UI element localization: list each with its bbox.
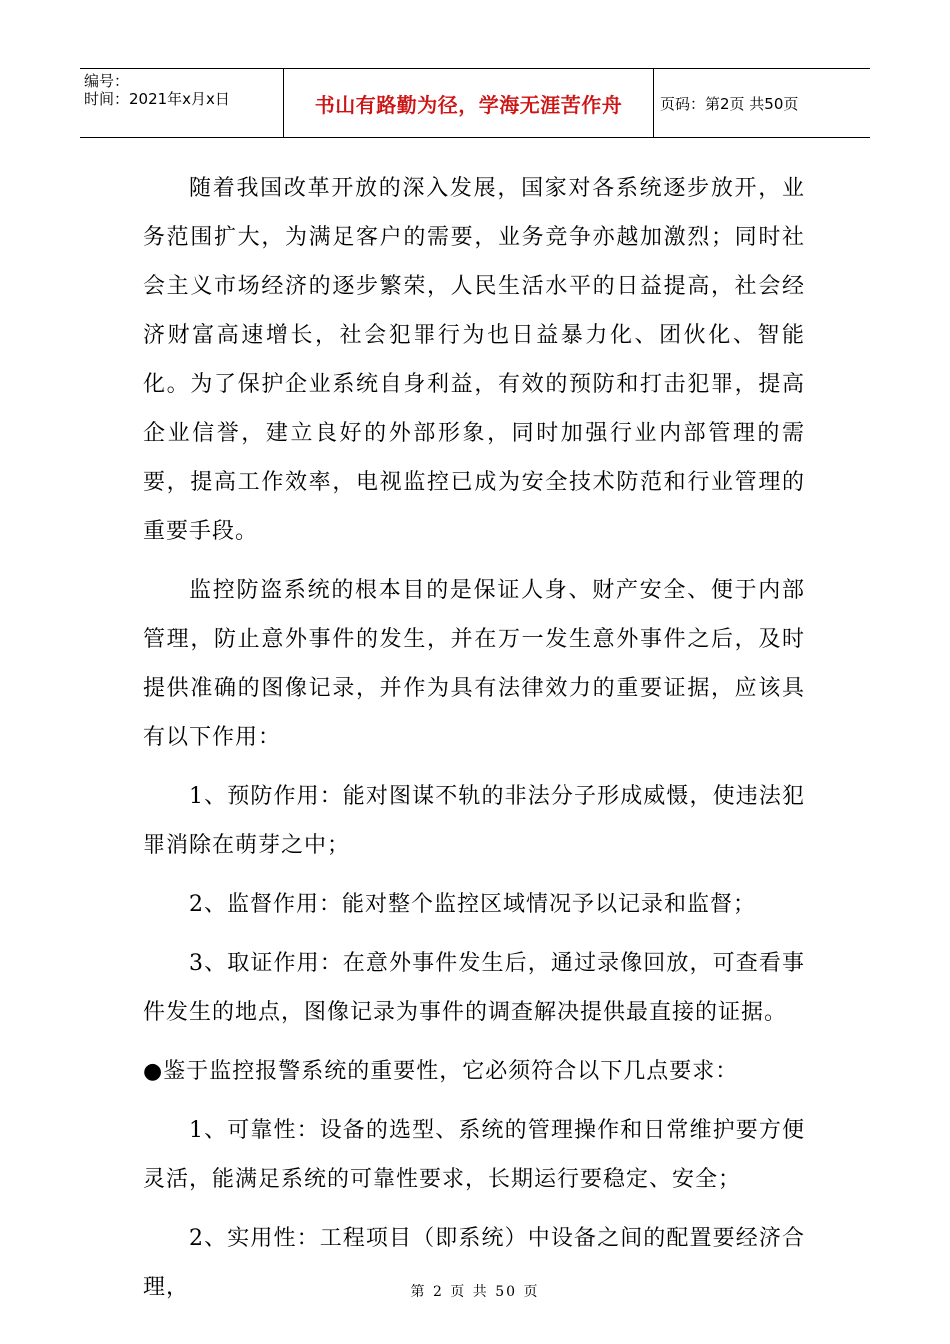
paragraph: 随着我国改革开放的深入发展，国家对各系统逐步放开，业务范围扩大，为满足客户的需要，业务竞争亦越加激烈；同时社会主义市场经济的逐步繁荣，人民生活水平的日益提高，社会经济财富高速增长，社会犯罪行为也日益暴力化、团伙化、智能化。为了保护企业系统自身利益，有效的预防和打击犯罪，提高企业信誉，建立良好的外部形象，同时加强行业内部管理的需要，提高工作效率，电视监控已成为安全技术防范和行业管理的重要手段。 [143,176,805,544]
header-page-cell [654,69,870,137]
list-item: 1、可靠性：设备的选型、系统的管理操作和日常维护要方便灵活，能满足系统的可靠性要求，长期运行要稳定、安全； [143,1118,805,1192]
header-motto: 书山有路勤为径，学海无涯苦作舟 [314,92,623,117]
header-meta-cell [80,69,284,137]
page-footer: 第 2 页 共 50 页 [410,1284,540,1300]
document-header [80,68,870,138]
list-item: 2、实用性：工程项目（即系统）中设备之间的配置要经济合理， [143,1226,805,1300]
document-body [143,164,805,1312]
document-number-label: 编号： [84,72,130,90]
paragraph: 监控防盗系统的根本目的是保证人身、财产安全、便于内部管理，防止意外事件的发生，并在万一发生意外事件之后，及时提供准确的图像记录，并作为具有法律效力的重要证据，应该具有以下作用： [143,578,805,750]
header-page-info: 页码：第2页 共50页 [660,94,799,113]
list-item: 2、监督作用：能对整个监控区域情况予以记录和监督； [189,892,756,917]
bullet-heading: ●鉴于监控报警系统的重要性，它必须符合以下几点要求： [143,1059,739,1084]
list-item: 1、预防作用：能对图谋不轨的非法分子形成威慑，使违法犯罪消除在萌芽之中； [143,784,805,858]
header-motto-cell [284,69,654,137]
document-date-label: 时间：2021年x月x日 [84,90,230,108]
list-item: 3、取证作用：在意外事件发生后，通过录像回放，可查看事件发生的地点，图像记录为事件的调查解决提供最直接的证据。 [143,951,805,1025]
